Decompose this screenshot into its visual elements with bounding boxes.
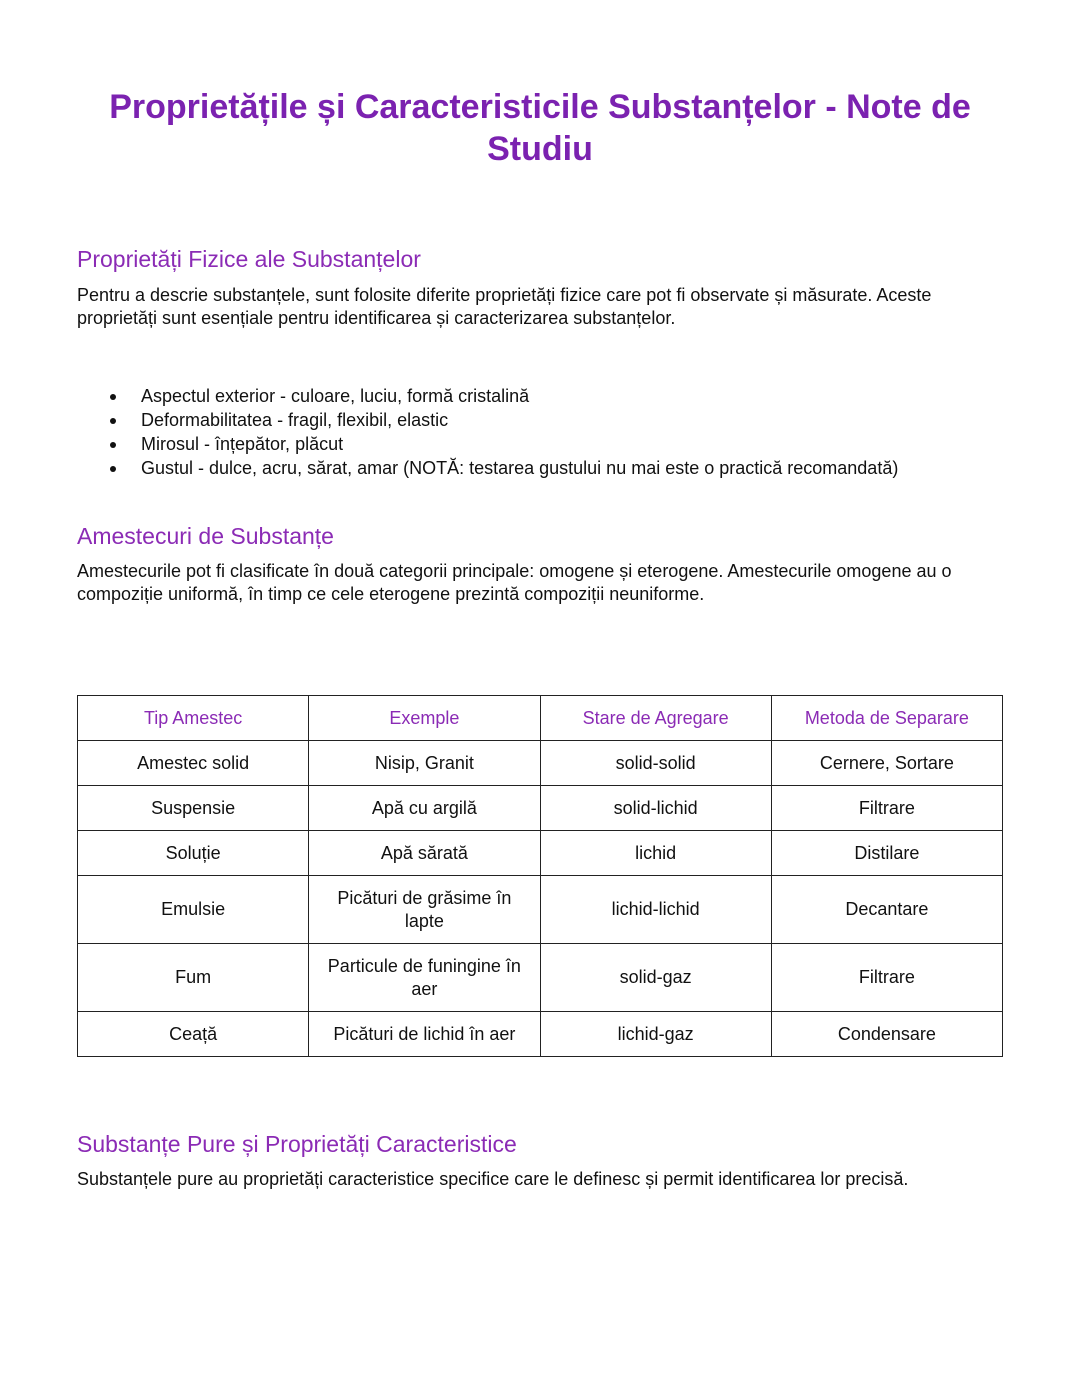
section-heading-physical-properties: Proprietăți Fizice ale Substanțelor	[77, 246, 421, 272]
table-cell: Soluție	[78, 831, 309, 876]
bullet-icon	[110, 442, 116, 448]
table-cell: Fum	[78, 944, 309, 1012]
page-title: Proprietățile și Caracteristicile Substanțelor - Note de Studiu	[109, 88, 971, 168]
list-item	[106, 408, 1006, 432]
table-cell: lichid-lichid	[540, 876, 771, 944]
bullet-icon	[110, 466, 116, 472]
table-cell: solid-lichid	[540, 786, 771, 831]
list-item-text: Mirosul - înțepător, plăcut	[141, 434, 344, 454]
list-item-text: Aspectul exterior - culoare, luciu, formă cristalină	[141, 386, 530, 406]
table-cell: Cernere, Sortare	[771, 741, 1002, 786]
bullet-icon	[110, 418, 116, 424]
list-item	[106, 456, 1006, 480]
table-cell: Suspensie	[78, 786, 309, 831]
table-cell: Nisip, Granit	[309, 741, 540, 786]
table-row	[78, 831, 1003, 876]
table-header-cell: Exemple	[309, 696, 540, 741]
table-cell: Picături de lichid în aer	[309, 1012, 540, 1057]
list-item	[106, 384, 1006, 408]
table-cell: Filtrare	[771, 786, 1002, 831]
physical-properties-paragraph: Pentru a descrie substanțele, sunt folosite diferite proprietăți fizice care pot fi observate și măsurate. Aceste proprietăți sunt esențiale pentru identificarea și caracterizarea substanțelor.	[77, 285, 932, 328]
table-cell: Decantare	[771, 876, 1002, 944]
table-header-row	[78, 696, 1003, 741]
table-cell: solid-solid	[540, 741, 771, 786]
table-row	[78, 944, 1003, 1012]
table-row	[78, 1012, 1003, 1057]
table-cell: Ceață	[78, 1012, 309, 1057]
pure-substances-paragraph: Substanțele pure au proprietăți caracteristice specifice care le definesc și permit identificarea lor precisă.	[77, 1169, 909, 1189]
section-heading-mixtures: Amestecuri de Substanțe	[77, 523, 334, 549]
mixtures-table	[77, 695, 1003, 1057]
table-cell: Apă sărată	[309, 831, 540, 876]
table-header-cell: Metoda de Separare	[771, 696, 1002, 741]
table-cell: Distilare	[771, 831, 1002, 876]
table-header-cell: Tip Amestec	[78, 696, 309, 741]
table-cell: Picături de grăsime în lapte	[309, 876, 540, 944]
table-row	[78, 876, 1003, 944]
list-item-text: Gustul - dulce, acru, sărat, amar (NOTĂ: testarea gustului nu mai este o practică recomandată)	[141, 458, 899, 478]
section-heading-pure-substances: Substanțe Pure și Proprietăți Caracteristice	[77, 1131, 517, 1157]
table-cell: lichid	[540, 831, 771, 876]
table-row	[78, 786, 1003, 831]
table-cell: Amestec solid	[78, 741, 309, 786]
list-item	[106, 432, 1006, 456]
table-cell: solid-gaz	[540, 944, 771, 1012]
table-cell: Apă cu argilă	[309, 786, 540, 831]
table-header-cell: Stare de Agregare	[540, 696, 771, 741]
table-cell: Filtrare	[771, 944, 1002, 1012]
table-cell: Condensare	[771, 1012, 1002, 1057]
list-item-text: Deformabilitatea - fragil, flexibil, elastic	[141, 410, 449, 430]
table-cell: Particule de funingine în aer	[309, 944, 540, 1012]
mixtures-paragraph: Amestecurile pot fi clasificate în două categorii principale: omogene și eterogene. Amestecurile omogene au o compoziție uniformă, în timp ce cele eterogene prezintă compoziții neuniforme.	[77, 561, 952, 604]
bullet-icon	[110, 394, 116, 400]
table-cell: Emulsie	[78, 876, 309, 944]
table-row	[78, 741, 1003, 786]
physical-properties-list	[106, 384, 1006, 480]
table-cell: lichid-gaz	[540, 1012, 771, 1057]
